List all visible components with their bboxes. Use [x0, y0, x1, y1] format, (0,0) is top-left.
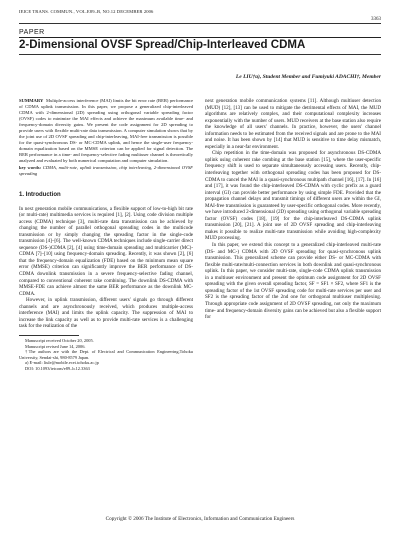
body-paragraph: In next generation mobile communications, a flexible support of low-to-high bit rate (or multi-rate) multimedia services is required [1], [2]. Using code division multiple access (CDMA) technique [3], multi-rate data transmission can be achieved by changing the number of parallel orthogonal spreading codes in the multicode transmission or by simply changing the spreading factor in the single-code transmission [4]–[6]. The well-known CDMA techniques include single-carrier direct sequence (DS-)CDMA [2], [4] using time-domain spreading and multicarrier (MC)-CDMA [7]–[10] using frequency-domain spreading. Recently, it was shown [2], [6] that the frequency-domain equalization (FDE) based on the minimum mean square error (MMSE) criterion can significantly improve the BER performance of DS-CDMA downlink transmission in a severe frequency-selective fading channel, compared to conventional coherent rake combining. The downlink DS-CDMA with MMSE-FDE can achieve almost the same BER performance as the downlink MC-CDMA. — [19, 205, 193, 297]
keywords-text: CDMA, multi-rate, uplink transmission, chip interleaving, 2-dimensional OVSF spreading — [19, 165, 193, 176]
keywords — [19, 165, 193, 177]
abstract-text: Multiple-access interference (MAI) limits the bit error rate (BER) performance of CDMA uplink transmission. In this paper, we propose a generalized chip-interleaved CDMA with 2-dimensional (2D) spreading using orthogonal variable spreading factor (OVSF) codes to minimize the MAI effects and achieve the maximum available time- and frequency-domain diversity gains. We present the code assignment for 2D spreading to provide users with flexible multi-rate data transmission. A computer simulation shows that by the joint use of 2D OVSF spreading and chip-interleaving, MAI-free transmission is possible for the quasi-synchronous DS- or MC-CDMA uplink, and hence the single-user frequency-domain equalization based on the MMSE criterion can be applied for signal detection. The BER performance in a time- and frequency-selective fading multiuser channel is theoretically analyzed and evaluated by both numerical computation and computer simulation. — [19, 98, 194, 163]
running-head: IEICE TRANS. COMMUN., VOL.E89–B, NO.12 DECEMBER 2006 — [19, 9, 154, 14]
copyright-notice: Copyright © 2006 The Institute of Electronics, Information and Communication Engineers — [105, 516, 295, 522]
footnote-rule — [19, 335, 79, 336]
title-rule — [19, 54, 381, 55]
body-paragraph: In this paper, we extend this concept to a generalized chip-interleaved multi-rate (DS- and MC-) CDMA with 2D OVSF spreading for quasi-synchronous uplink transmission. This generalized scheme can provide either DS- or MC-CDMA with flexible multi-rate/multi-connection services in both downlink and quasi-synchronous uplink. In this paper, we consider multi-rate, single-code CDMA uplink transmission in a multiuser environment and present the optimum code assignment for 2D OVSF spreading with the given overall spreading factor, SF = SF1 × SF2, where SF1 is the spreading factor of the 1st OVSF spreading code for multi-rate services per user and SF2 is the spreading factor of the 2nd one for orthogonal multiuser multiplexing. Through appropriate code assignment of 2D OVSF spreading, not only the maximum time- and frequency-domain diversity gains can be achieved but also a flexible support for — [205, 242, 381, 321]
paper-title: 2-Dimensional OVSF Spread/Chip-Interleaved CDMA — [19, 39, 306, 51]
footnotes — [19, 338, 193, 372]
author-line — [236, 74, 381, 80]
section-heading-introduction: 1. Introduction — [19, 192, 61, 198]
abstract — [19, 98, 193, 164]
author-names: Le LIU†a), Student Member and Fumiyuki ADACHI†, Member — [235, 74, 381, 80]
body-paragraph: next generation mobile communication systems [11]. Although multiuser detection (MUD) [12], [13] can be used to mitigate the detrimental effects of MAI, the MUD algorithms are relatively complex, and their computational complexity increases exponentially with the number of users. MUD receivers at the base station also require the knowledge of all users' channels. In practice, however, the users' channel information needs to be estimated from the received signals and are prone to the MAI and noise. It has been shown by [14] that MUD is sensitive to time delay mismatch, especially in a near-far environment. — [205, 98, 381, 150]
footnote-email: a) E-mail: liule@mobile.ecei.tohoku.ac.jp — [25, 360, 99, 366]
body-paragraph: However, in uplink transmission, different users' signals go through different channels and are asynchronously received, which produces multiple-access interference (MAI) and limits the uplink capacity. The suppression of MAI to increase the link capacity as well as to provide multi-rate services is a challenging task for the realization of the — [19, 297, 193, 330]
keywords-label: key words: — [19, 165, 42, 170]
right-column — [205, 98, 381, 321]
footnote-affiliation: †The authors are with the Dept. of Electrical and Communication Engineering,Tohoku University, Sendai-shi, 980-8579 Japan. — [19, 349, 193, 360]
paper-category: PAPER — [19, 29, 45, 36]
footnote-revised: Manuscript revised June 14, 2006. — [25, 343, 86, 349]
footnote-received: Manuscript received October 20, 2005. — [25, 337, 94, 343]
footnote-doi: DOI: 10.1093/ietcom/e89–b.12.3363 — [25, 365, 90, 371]
abstract-label: SUMMARY — [19, 98, 44, 103]
body-paragraph: Chip repetition in the time-domain was proposed for asynchronous DS-CDMA uplink using coherent rake combing at the base station [15], where the user-specific frequency shift is used to separate simultaneously accessing users. Recently, chip-interleaving together with orthogonal spreading codes has been proposed for DS-CDMA to cancel the MAI in a quasi-synchronous multipath channel [16], [17]. In [16] and [17], it was found the chip-interleaved DS-CDMA with cyclic prefix as a guard interval (GI) can provide better performance by using simple FDE. Provided that the propagation channel delays and transmit timings of different users are within the GI, MAI-free transmission is guaranteed by user-specific orthogonal codes. More recently, we have introduced 2-dimensional (2D) spreading using orthogonal variable spreading factor (OVSF) codes [18], [19] for the chip-interleaved DS-CDMA uplink transmission [20], [21]. A joint use of 2D OVSF spreading and chip-interleaving makes it possible to realize multi-rate transmission while avoiding high-complexity MUD processing. — [205, 150, 381, 242]
page-number: 3363 — [371, 17, 381, 22]
left-column — [19, 98, 193, 372]
header-rule — [19, 23, 381, 24]
